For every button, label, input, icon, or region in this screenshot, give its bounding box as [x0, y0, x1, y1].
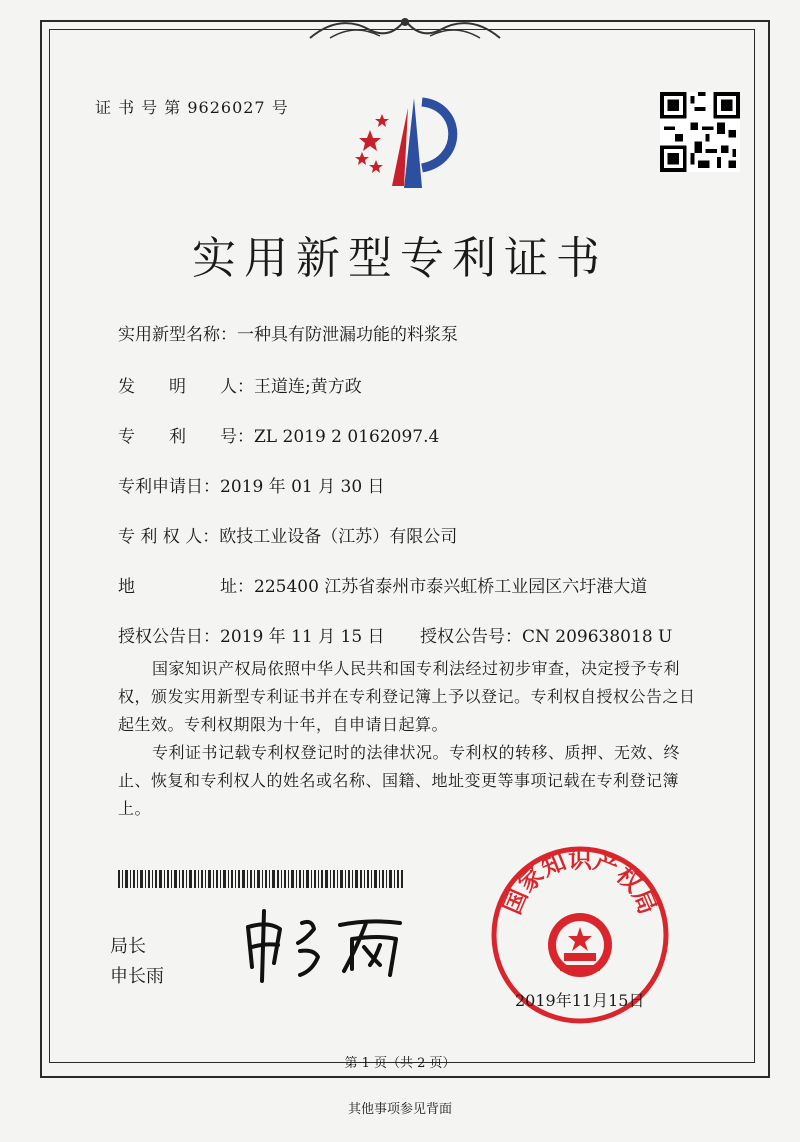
qr-code [660, 92, 740, 172]
label-inventor: 发 明 人： [118, 377, 254, 397]
certificate-number: 证 书 号 第 9626027 号 [95, 98, 289, 117]
value-utility-model-name: 一种具有防泄漏功能的料浆泵 [237, 325, 458, 345]
field-patent-number [118, 422, 439, 447]
certificate-title: 实用新型专利证书 [192, 233, 608, 284]
field-filing-date [118, 472, 385, 497]
issue-date: 2019年11月15日 [515, 991, 645, 1010]
value-grant-date: 2019 年 11 月 15 日 [220, 627, 385, 647]
svg-text:国家知识产权局 [497, 845, 663, 918]
label-utility-model-name: 实用新型名称： [118, 325, 237, 345]
paragraph-grant-statement: 国家知识产权局依照中华人民共和国专利法经过初步审查，决定授予专利权，颁发实用新型专利证书并在专利登记簿上予以登记。专利权自授权公告之日起生效。专利权期限为十年，自申请日起算。 [118, 659, 696, 734]
value-address: 225400 江苏省泰州市泰兴虹桥工业园区六圩港大道 [254, 577, 648, 597]
field-grant-number [420, 622, 672, 647]
label-filing-date: 专利申请日： [118, 477, 220, 497]
field-inventor [118, 372, 362, 397]
field-utility-model-name [118, 320, 458, 345]
value-inventor: 王道连;黄方政 [254, 377, 362, 397]
field-address [118, 572, 647, 597]
barcode [118, 870, 403, 888]
back-note: 其他事项参见背面 [347, 1102, 452, 1117]
label-grant-date: 授权公告日： [118, 627, 220, 647]
label-patentee: 专 利 权 人： [118, 527, 220, 547]
director-signature [240, 905, 420, 985]
top-ornament [300, 8, 510, 48]
value-patentee: 欧技工业设备（江苏）有限公司 [219, 527, 458, 547]
value-filing-date: 2019 年 01 月 30 日 [220, 477, 385, 497]
seal-text: 国家知识产权局 [497, 845, 663, 919]
page-number: 第 1 页（共 2 页） [344, 1056, 456, 1071]
label-patent-number: 专 利 号： [118, 427, 254, 447]
director-name: 申长雨 [110, 966, 164, 987]
paragraph-legal-status: 专利证书记载专利权登记时的法律状况。专利权的转移、质押、无效、终止、恢复和专利权人的姓名或名称、国籍、地址变更等事项记载在专利登记簿上。 [118, 743, 681, 818]
field-patentee [118, 522, 457, 547]
value-patent-number: ZL 2019 2 0162097.4 [254, 427, 440, 447]
patent-office-logo [352, 88, 462, 198]
field-grant-date [118, 622, 385, 647]
label-grant-number: 授权公告号： [420, 627, 522, 647]
director-title: 局长 [110, 936, 146, 957]
value-grant-number: CN 209638018 U [522, 627, 673, 647]
label-address: 地 址： [118, 577, 254, 597]
